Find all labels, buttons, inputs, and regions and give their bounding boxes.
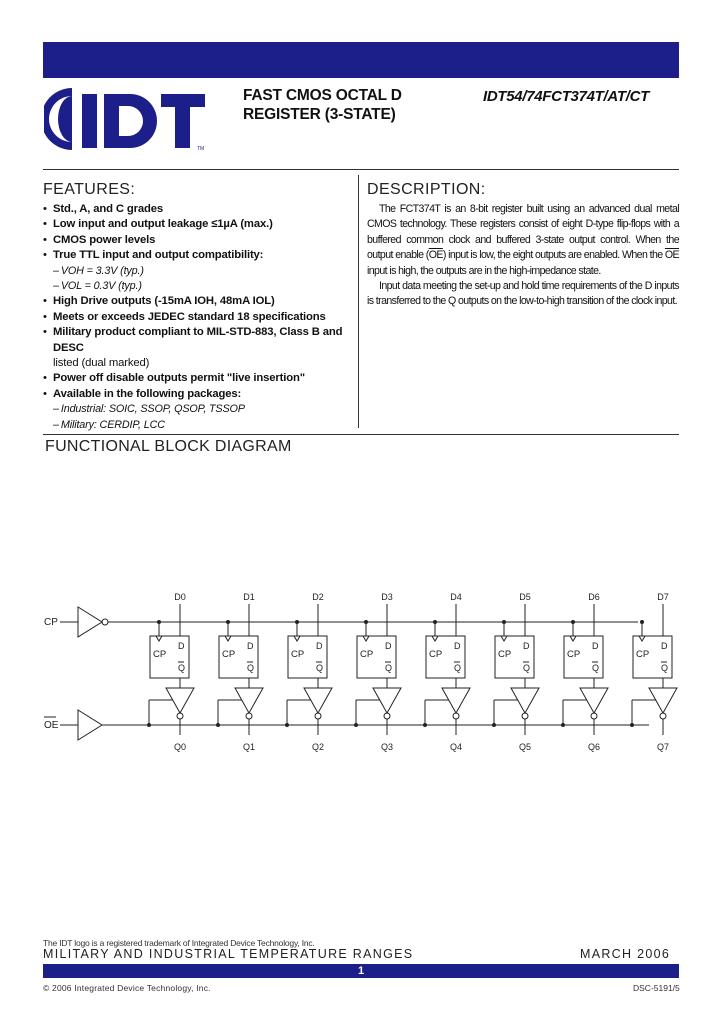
oe-junction bbox=[630, 723, 634, 727]
description-body bbox=[367, 202, 679, 310]
feature-item: • True TTL input and output compatibility: bbox=[43, 248, 355, 263]
title-line-1: FAST CMOS OCTAL D bbox=[243, 87, 402, 104]
trademark-notice: The IDT logo is a registered trademark of Integrated Device Technology, Inc. bbox=[43, 938, 315, 948]
clock-edge-icon bbox=[363, 636, 369, 641]
q-output-label: Q3 bbox=[380, 742, 394, 752]
ff-d-label: D bbox=[523, 641, 530, 651]
ff-qbar-label: Q bbox=[454, 663, 462, 673]
q-output-label: Q1 bbox=[242, 742, 256, 752]
q-output-label: Q7 bbox=[656, 742, 670, 752]
ff-d-label: D bbox=[247, 641, 254, 651]
feature-item: • Military product compliant to MIL-STD-883, Class B and DESC bbox=[43, 325, 355, 356]
feature-dash: – bbox=[53, 418, 59, 431]
feature-item bbox=[43, 402, 355, 417]
q-output-label: Q0 bbox=[173, 742, 187, 752]
d-input-label: D7 bbox=[657, 592, 669, 602]
oe-junction bbox=[492, 723, 496, 727]
feature-item bbox=[43, 418, 355, 433]
ff-cp-label: CP bbox=[360, 649, 374, 660]
oe-input-label: OE bbox=[44, 720, 59, 731]
q-output-label: Q5 bbox=[518, 742, 532, 752]
oe-buffer-icon bbox=[78, 710, 102, 740]
section-divider bbox=[43, 434, 679, 435]
clock-edge-icon bbox=[639, 636, 645, 641]
ff-qbar-label: Q bbox=[592, 663, 600, 673]
feature-item: • Std., A, and C grades bbox=[43, 202, 355, 217]
oe-junction bbox=[216, 723, 220, 727]
clock-edge-icon bbox=[432, 636, 438, 641]
d-input-label: D1 bbox=[243, 592, 255, 602]
feature-item bbox=[43, 279, 355, 294]
ff-qbar-label: Q bbox=[178, 663, 186, 673]
oe-junction bbox=[561, 723, 565, 727]
oe-junction bbox=[285, 723, 289, 727]
clock-edge-icon bbox=[570, 636, 576, 641]
clock-edge-icon bbox=[294, 636, 300, 641]
logo-swirl-icon bbox=[44, 88, 72, 150]
oe-junction bbox=[147, 723, 151, 727]
feature-dash: – bbox=[53, 280, 59, 293]
document-number: DSC-5191/5 bbox=[633, 983, 680, 993]
idt-logo bbox=[44, 86, 208, 152]
d-input-label: D4 bbox=[450, 592, 462, 602]
feature-item: • Power off disable outputs permit "live insertion" bbox=[43, 371, 355, 386]
feature-item: • Meets or exceeds JEDEC standard 18 specifications bbox=[43, 310, 355, 325]
title-line-2: REGISTER (3-STATE) bbox=[243, 106, 396, 123]
q-output-label: Q6 bbox=[587, 742, 601, 752]
cp-input-label: CP bbox=[44, 617, 58, 628]
feature-item: • CMOS power levels bbox=[43, 233, 355, 248]
feature-item: listed (dual marked) bbox=[53, 357, 150, 370]
ff-d-label: D bbox=[454, 641, 461, 651]
ff-qbar-label: Q bbox=[661, 663, 669, 673]
feature-item: • High Drive outputs (-15mA IOH, 48mA IOL) bbox=[43, 294, 355, 309]
ff-cp-label: CP bbox=[567, 649, 581, 660]
header-bar bbox=[43, 42, 679, 78]
document-title bbox=[243, 86, 402, 124]
column-divider bbox=[358, 175, 359, 428]
d-input-label: D0 bbox=[174, 592, 186, 602]
part-number: IDT54/74FCT374T/AT/CT bbox=[483, 88, 649, 105]
temperature-range: MILITARY AND INDUSTRIAL TEMPERATURE RANGES bbox=[43, 947, 414, 961]
ff-d-label: D bbox=[661, 641, 668, 651]
d-input-label: D2 bbox=[312, 592, 324, 602]
section-divider bbox=[43, 169, 679, 170]
feature-text: VOH = 3.3V (typ.) bbox=[60, 264, 144, 277]
ff-d-label: D bbox=[316, 641, 323, 651]
q-output-label: Q2 bbox=[311, 742, 325, 752]
description-heading: DESCRIPTION: bbox=[367, 181, 486, 198]
ff-qbar-label: Q bbox=[523, 663, 531, 673]
ff-cp-label: CP bbox=[291, 649, 305, 660]
logo-tm: TM bbox=[197, 146, 205, 152]
feature-text: Military: CERDIP, LCC bbox=[60, 418, 165, 431]
feature-text: VOL = 0.3V (typ.) bbox=[60, 280, 142, 293]
copyright-notice: © 2006 Integrated Device Technology, Inc. bbox=[43, 983, 211, 993]
feature-text: Industrial: SOIC, SSOP, QSOP, TSSOP bbox=[60, 403, 245, 416]
ff-qbar-label: Q bbox=[247, 663, 255, 673]
clock-edge-icon bbox=[501, 636, 507, 641]
ff-cp-label: CP bbox=[429, 649, 443, 660]
ff-qbar-label: Q bbox=[316, 663, 324, 673]
ff-cp-label: CP bbox=[222, 649, 236, 660]
description-paragraph-1: The FCT374T is an 8-bit register built using an advanced dual metal CMOS technology. These registers consist of eight D-type flip-flops with a buffered common clock and buffered 3-state output control. When the output enable $(\overline{OE})$ input is low, the eight outputs are enabled. When the $\overline{OE}$ input is high, the outputs are in the high-impedance state. bbox=[367, 203, 679, 277]
ff-cp-label: CP bbox=[636, 649, 650, 660]
document-date: MARCH 2006 bbox=[580, 947, 671, 961]
d-input-label: D6 bbox=[588, 592, 600, 602]
d-input-label: D5 bbox=[519, 592, 531, 602]
feature-dash: – bbox=[53, 403, 59, 416]
ff-cp-label: CP bbox=[153, 649, 167, 660]
functional-block-diagram bbox=[0, 580, 720, 760]
block-diagram-heading: FUNCTIONAL BLOCK DIAGRAM bbox=[45, 438, 292, 455]
feature-item: • Available in the following packages: bbox=[43, 387, 355, 402]
ff-d-label: D bbox=[178, 641, 185, 651]
clock-edge-icon bbox=[225, 636, 231, 641]
features-list bbox=[43, 202, 355, 433]
feature-item bbox=[43, 264, 355, 279]
d-input-label: D3 bbox=[381, 592, 393, 602]
cp-buffer-icon bbox=[78, 607, 102, 637]
oe-overline: $\overline{OE}$ bbox=[664, 249, 679, 262]
description-paragraph-2: Input data meeting the set-up and hold time requirements of the D inputs is transferred to the Q outputs on the low-to-high transition of the clock input. bbox=[367, 280, 679, 308]
oe-junction bbox=[423, 723, 427, 727]
ff-cp-label: CP bbox=[498, 649, 512, 660]
ff-qbar-label: Q bbox=[385, 663, 393, 673]
ff-d-label: D bbox=[385, 641, 392, 651]
q-output-label: Q4 bbox=[449, 742, 463, 752]
oe-junction bbox=[354, 723, 358, 727]
ff-d-label: D bbox=[592, 641, 599, 651]
feature-item: • Low input and output leakage ≤1µA (max.) bbox=[43, 217, 355, 232]
features-heading: FEATURES: bbox=[43, 181, 136, 198]
page-number: 1 bbox=[357, 965, 365, 977]
feature-dash: – bbox=[53, 264, 59, 277]
oe-overline: $\overline{OE}$ bbox=[428, 249, 443, 262]
clock-edge-icon bbox=[156, 636, 162, 641]
